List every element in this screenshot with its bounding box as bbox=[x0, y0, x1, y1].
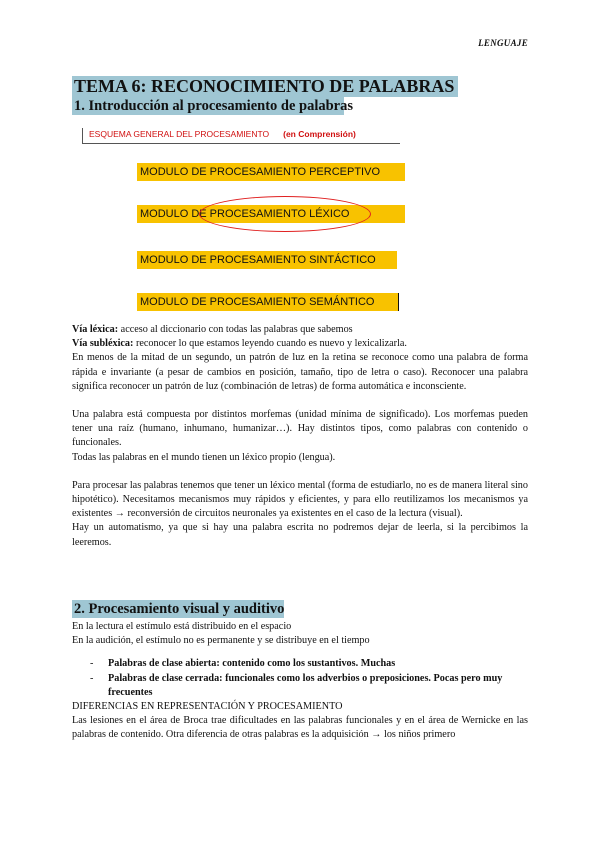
schema-mode: (en Comprensión) bbox=[283, 129, 356, 139]
via-lexica-label: Vía léxica: bbox=[72, 324, 119, 335]
module-semantico: MODULO DE PROCESAMIENTO SEMÁNTICO bbox=[137, 293, 399, 311]
section-1-heading: 1. Introducción al procesamiento de palabras bbox=[74, 98, 354, 114]
differences-heading: DIFERENCIAS EN REPRESENTACIÓN Y PROCESAMIENTO bbox=[72, 701, 343, 713]
list-item: - Palabras de clase abierta: contenido como los sustantivos. Muchas bbox=[90, 657, 528, 671]
section-2-body bbox=[72, 620, 528, 743]
word-class-list bbox=[90, 657, 528, 700]
header-subject: LENGUAJE bbox=[478, 38, 528, 48]
section-1-body bbox=[72, 323, 528, 550]
paragraph-4: Para procesar las palabras tenemos que tener un léxico mental (forma de estudiarlo, no es de manera literal sino hipotético). Necesitamos mecanismos muy rápidos y eficientes, y para ello reutilizamos los mecanismos ya existentes → reconversión de circuitos neuronales ya existentes en el caso de la lectura (visual). bbox=[72, 479, 528, 520]
section-2-line-2: En la audición, el estímulo no es permanente y se distribuye en el tiempo bbox=[72, 635, 370, 647]
paragraph-2: Una palabra está compuesta por distintos morfemas (unidad mínima de significado). Los morfemas pueden tener una raíz (humano, inhumano, humanizar…). Hay distintos tipos, como palabras con contenido o funcionales. bbox=[72, 409, 528, 449]
paragraph-1: En menos de la mitad de un segundo, un patrón de luz en la retina se reconoce como una palabra de forma rápida e invariante (a pesar de cambios en posición, tamaño, tipo de letra o caso). Reconocer una palabra significa reconocer un patrón de luz (combinación de letras) de forma automática e inconsciente. bbox=[72, 352, 528, 392]
module-perceptivo: MODULO DE PROCESAMIENTO PERCEPTIVO bbox=[137, 163, 405, 181]
section-2-line-1: En la lectura el estímulo está distribuido en el espacio bbox=[72, 621, 292, 632]
list-item: - Palabras de clase cerrada: funcionales como los adverbios o preposiciones. Pocas pero muy frecuentes bbox=[90, 672, 528, 700]
via-lexica bbox=[72, 323, 528, 337]
via-sublexica-text: reconocer lo que estamos leyendo cuando es nuevo y lexicalizarla. bbox=[133, 338, 407, 350]
section-2-heading: 2. Procesamiento visual y auditivo bbox=[74, 601, 285, 617]
page-title: TEMA 6: RECONOCIMIENTO DE PALABRAS bbox=[72, 76, 458, 97]
paragraph-5: Hay un automatismo, ya que si hay una palabra escrita no podremos dejar de leerla, si la percibimos la leeremos. bbox=[72, 522, 528, 548]
via-sublexica-label: Vía subléxica: bbox=[72, 338, 134, 350]
schema-label: ESQUEMA GENERAL DEL PROCESAMIENTO bbox=[89, 129, 270, 139]
paragraph-3: Todas las palabras en el mundo tienen un léxico propio (lengua). bbox=[72, 451, 336, 463]
lexico-highlight-ellipse bbox=[199, 196, 371, 232]
module-sintactico: MODULO DE PROCESAMIENTO SINTÁCTICO bbox=[137, 251, 397, 269]
module-lexico: MODULO DE PROCESAMIENTO LÉXICO bbox=[137, 205, 405, 223]
paragraph-last: Las lesiones en el área de Broca trae dificultades en las palabras funcionales y en el área de Wernicke en las palabras de contenido. Otra diferencia de otras palabras es la adquisición → los niños primero bbox=[72, 715, 528, 741]
schema-caption bbox=[82, 128, 400, 144]
via-sublexica bbox=[72, 337, 528, 351]
via-lexica-text: acceso al diccionario con todas las palabras que sabemos bbox=[118, 324, 353, 335]
